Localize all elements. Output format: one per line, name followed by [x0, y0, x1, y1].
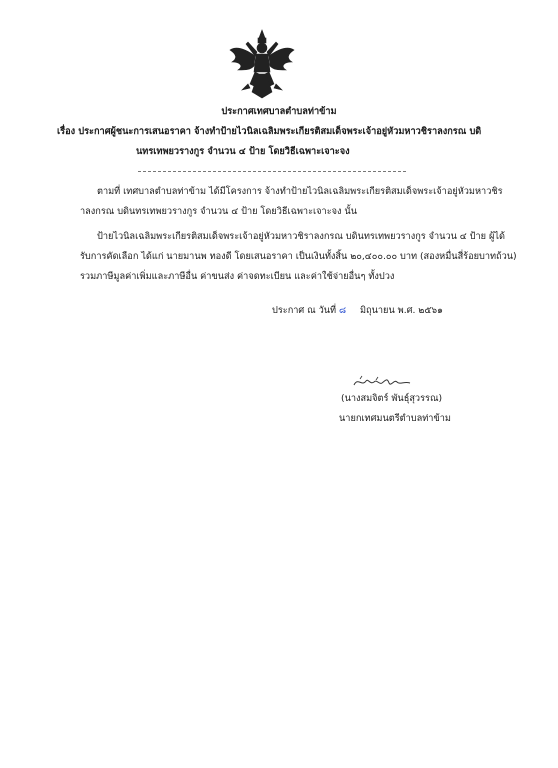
signer-name: (นางสมจิตร์ พันธุ์สุวรรณ)	[341, 393, 443, 404]
paragraph-2-line-2: รับการคัดเลือก ได้แก่ นายมานพ ทองดี โดยเสนอราคา เป็นเงินทั้งสิ้น ๒๐,๔๐๐.๐๐ บาท (สองหมื่นสี่ร้อยบาทถ้วน)	[80, 251, 517, 262]
subject-line-1: เรื่อง ประกาศผู้ชนะการเสนอราคา จ้างทำป้ายไวนิลเฉลิมพระเกียรติสมเด็จพระเจ้าอยู่หัวมหาวชิราลงกรณ บดิ	[57, 126, 482, 137]
garuda-emblem-icon	[228, 28, 296, 100]
section-divider	[138, 171, 406, 172]
signer-position: นายกเทศมนตรีตำบลท่าข้าม	[339, 413, 451, 424]
announce-month-year: มิถุนายน พ.ศ. ๒๕๖๑	[360, 305, 443, 316]
paragraph-1-line-2: าลงกรณ บดินทรเทพยวรางกูร จำนวน ๔ ป้าย โดยวิธีเฉพาะเจาะจง นั้น	[80, 206, 357, 217]
handwritten-signature	[352, 373, 412, 391]
paragraph-2-line-3: รวมภาษีมูลค่าเพิ่มและภาษีอื่น ค่าขนส่ง ค่าจดทะเบียน และค่าใช้จ่ายอื่นๆ ทั้งปวง	[80, 271, 395, 282]
paragraph-1-line-1: ตามที่ เทศบาลตำบลท่าข้าม ได้มีโครงการ จ้างทำป้ายไวนิลเฉลิมพระเกียรติสมเด็จพระเจ้าอยู่หัวมหาวชิร	[97, 186, 503, 197]
subject-line-2: นทรเทพยวรางกูร จำนวน ๔ ป้าย โดยวิธีเฉพาะเจาะจง	[136, 146, 350, 157]
announcement-title: ประกาศเทศบาลตำบลท่าข้าม	[221, 106, 337, 117]
paragraph-2-line-1: ป้ายไวนิลเฉลิมพระเกียรติสมเด็จพระเจ้าอยู่หัวมหาวชิราลงกรณ บดินทรเทพยวรางกูร จำนวน ๔ ป้าย ผู้ได้	[97, 231, 505, 242]
announce-day: ๘	[339, 305, 347, 316]
announce-date-prefix: ประกาศ ณ วันที่	[272, 305, 337, 316]
